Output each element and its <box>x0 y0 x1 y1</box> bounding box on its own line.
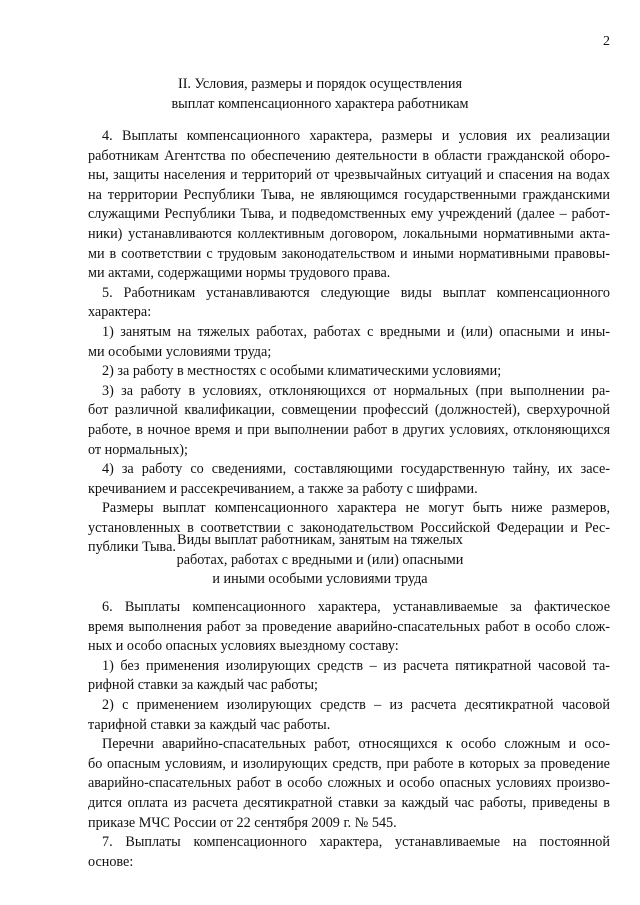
paragraph-line: кречиванием и рассекречиванием, а также за работу с шифрами. <box>88 480 478 497</box>
paragraph-line: ми в соответствии с трудовым законодательством и иными нормативными правовы- <box>88 245 610 262</box>
paragraph <box>88 657 610 696</box>
section-heading <box>0 75 640 114</box>
paragraph-line: Размеры выплат компенсационного характера не могут быть ниже размеров, <box>102 500 610 517</box>
subsection-body <box>88 598 610 872</box>
paragraph <box>88 323 610 362</box>
section-heading-line: выплат компенсационного характера работникам <box>171 95 469 112</box>
paragraph-line: Перечни аварийно-спасательных работ, относящихся к особо сложным и осо- <box>102 736 610 753</box>
paragraph-line: основе: <box>88 853 134 870</box>
paragraph-line: от нормальных); <box>88 441 188 458</box>
paragraph-line: тарифной ставки за каждый час работы. <box>88 716 331 733</box>
paragraph-line: публики Тыва. <box>88 539 176 556</box>
paragraph <box>88 833 610 872</box>
paragraph <box>88 598 610 657</box>
paragraph-line: 2) за работу в местностях с особыми климатическими условиями; <box>102 363 502 380</box>
paragraph <box>88 696 610 735</box>
paragraph-line: 1) занятым на тяжелых работах, работах с вредными и (или) опасными и ины- <box>102 323 610 340</box>
paragraph-line: 2) с применением изолирующих средств – из расчета десятикратной часовой <box>102 696 610 713</box>
paragraph-line: бо опасным условиям, и изолирующих средств, при работе в которых за проведение <box>88 755 610 772</box>
paragraph-line: ми актами, содержащими нормы трудового права. <box>88 265 391 282</box>
paragraph-line: 6. Выплаты компенсационного характера, устанавливаемые за фактическое <box>102 599 610 615</box>
paragraph <box>88 362 610 382</box>
paragraph-line: 4. Выплаты компенсационного характера, размеры и условия их реализации <box>102 128 610 144</box>
paragraph-line: на территории Республики Тыва, не являющимся государственными гражданскими <box>88 186 610 203</box>
paragraph-line: дится оплата из расчета десятикратной ставки за каждый час работы, приведены в <box>88 794 610 811</box>
paragraph-line: рифной ставки за каждый час работы; <box>88 677 318 694</box>
paragraph-line: ны, защиты населения и территорий от чрезвычайных ситуаций и спасения на водах <box>88 167 610 184</box>
paragraph-line: служащими Республики Тыва, и подведомственных ему учреждений (далее – работ- <box>88 206 610 223</box>
subheading-line: Виды выплат работникам, занятым на тяжелых <box>177 532 463 548</box>
paragraph-line: время выполнения работ за проведение аварийно-спасательных работ в особо слож- <box>88 618 610 635</box>
paragraph-line: приказе МЧС России от 22 сентября 2009 г. № 545. <box>88 814 397 831</box>
section-body <box>88 127 610 558</box>
paragraph-line: работе, в ночное время и при выполнении работ в других условиях, отклоняющихся <box>88 421 610 438</box>
paragraph-line: 1) без применения изолирующих средств – из расчета пятикратной часовой та- <box>102 657 610 674</box>
paragraph-line: 5. Работникам устанавливаются следующие виды выплат компенсационного <box>102 284 610 301</box>
page-number: 2 <box>603 34 610 49</box>
paragraph-line: установленных в соответствии с законодательством Российской Федерации и Рес- <box>88 519 610 536</box>
paragraph <box>88 127 610 284</box>
paragraph <box>88 460 610 499</box>
paragraph-line: ми особыми условиями труда; <box>88 343 272 360</box>
paragraph-line: характера: <box>88 304 152 321</box>
paragraph <box>88 735 610 833</box>
paragraph-line: аварийно-спасательных работ в особо сложных и особо опасных условиях произво- <box>88 775 610 792</box>
subheading <box>0 531 640 590</box>
paragraph-line: 3) за работу в условиях, отклоняющихся от нормальных (при выполнении ра- <box>102 382 610 399</box>
section-heading-line: II. Условия, размеры и порядок осуществления <box>177 76 463 92</box>
paragraph-line: 7. Выплаты компенсационного характера, устанавливаемые на постоянной <box>102 834 610 851</box>
paragraph-line: 4) за работу со сведениями, составляющими государственную тайну, их засе- <box>102 461 610 478</box>
paragraph-line: ных и особо опасных условиях выездному составу: <box>88 638 399 655</box>
paragraph-line: бот различной квалификации, совмещении профессий (должностей), сверхурочной <box>88 402 610 419</box>
paragraph <box>88 284 610 323</box>
paragraph-line: ники) устанавливаются коллективным договором, локальными нормативными акта- <box>88 225 610 242</box>
paragraph <box>88 382 610 460</box>
paragraph-line: работникам Агентства по обеспечению деятельности в области гражданской оборо- <box>88 147 610 164</box>
subheading-line: и иными особыми условиями труда <box>212 571 428 588</box>
subheading-line: работах, работах с вредными и (или) опасными <box>176 551 464 568</box>
